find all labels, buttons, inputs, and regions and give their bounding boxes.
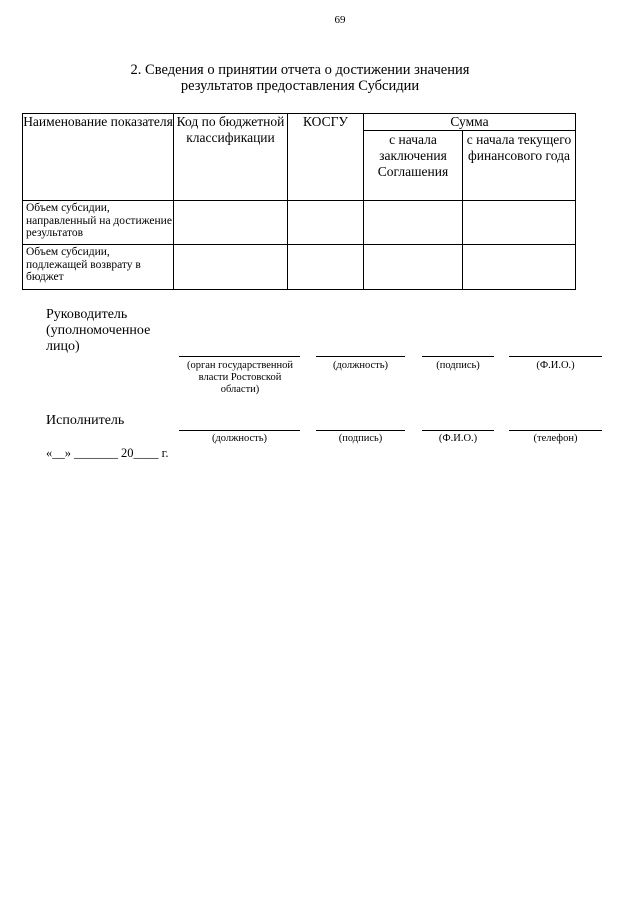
header-sum-from-agreement: с начала заключения Соглашения [364, 131, 463, 201]
cell-kosgu [288, 245, 364, 290]
head-fio-caption: (Ф.И.О.) [536, 360, 575, 371]
executor-fio-caption: (Ф.И.О.) [438, 433, 478, 444]
cell-kosgu [288, 201, 364, 245]
header-indicator-name: Наименование показателя [23, 114, 174, 201]
executor-label: Исполнитель [46, 413, 125, 428]
head-signature-caption: (подпись) [436, 360, 480, 371]
header-sum: Сумма [364, 114, 576, 131]
row-label-directed: Объем субсидии, направленный на достижение результатов [23, 201, 174, 245]
header-kosgu: КОСГУ [288, 114, 364, 201]
cell-budget-code [174, 201, 288, 245]
executor-signature-line [316, 430, 405, 431]
table-row [23, 245, 576, 290]
date-field: «__» _______ 20____ г. [46, 446, 169, 460]
head-signature-line [422, 356, 494, 357]
subsidy-report-table [22, 113, 576, 290]
head-position-line [316, 356, 405, 357]
executor-position-line [179, 430, 300, 431]
header-sum-from-year: с начала текущего финансового года [463, 131, 576, 201]
head-fio-line [509, 356, 602, 357]
cell-sum-from-year [463, 245, 576, 290]
table-row [23, 201, 576, 245]
head-signatory-label: Руководитель (уполномоченное лицо) [46, 307, 151, 354]
cell-budget-code [174, 245, 288, 290]
executor-position-caption: (должность) [211, 433, 268, 444]
cell-sum-from-agreement [364, 201, 463, 245]
header-budget-code: Код по бюджетной классификации [174, 114, 288, 201]
executor-phone-caption: (телефон) [533, 433, 578, 444]
executor-signature-caption: (подпись) [338, 433, 383, 444]
section-title-line-1: 2. Сведения о принятии отчета о достижении значения [130, 62, 470, 78]
page-number: 69 [334, 14, 346, 26]
section-title-line-2: результатов предоставления Субсидии [180, 78, 420, 94]
section-title [0, 62, 600, 94]
head-org-line [179, 356, 300, 357]
executor-phone-line [509, 430, 602, 431]
head-position-caption: (должность) [332, 360, 389, 371]
row-label-refund: Объем субсидии, подлежащей возврату в бюджет [23, 245, 174, 290]
head-org-caption: (орган государственной власти Ростовской области) [186, 360, 294, 395]
cell-sum-from-agreement [364, 245, 463, 290]
cell-sum-from-year [463, 201, 576, 245]
executor-fio-line [422, 430, 494, 431]
